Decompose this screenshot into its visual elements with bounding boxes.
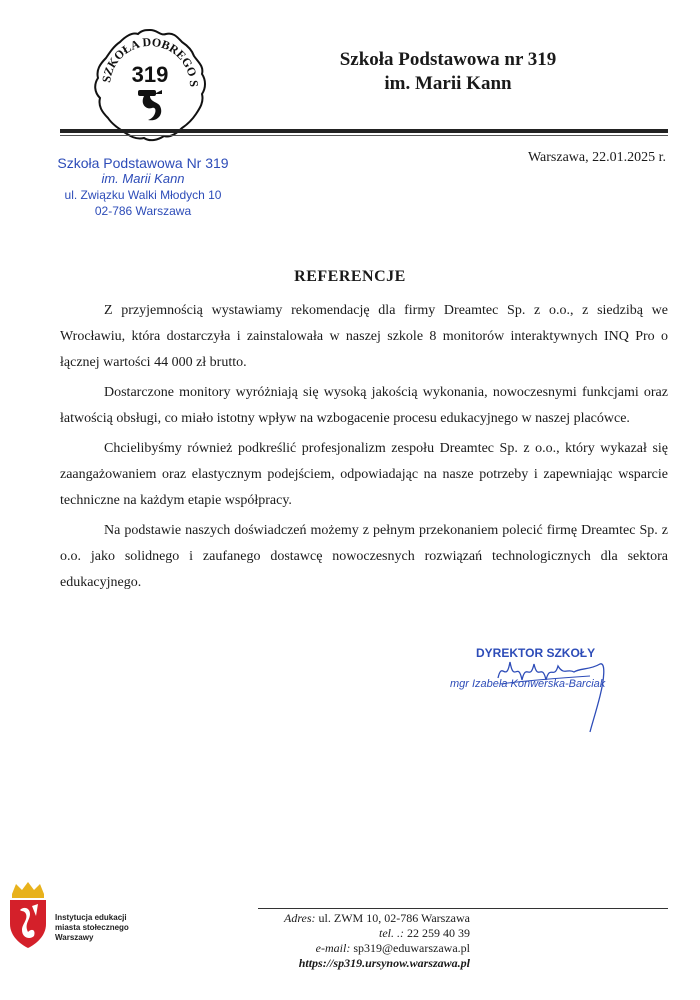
warsaw-crest [6, 880, 50, 950]
header-divider-thin [60, 135, 668, 136]
letter-body [60, 298, 668, 600]
handwritten-signature-icon [440, 640, 680, 740]
header-divider [60, 129, 668, 133]
letter-date: Warszawa, 22.01.2025 r. [527, 150, 666, 165]
phone-value: 22 259 40 39 [407, 926, 470, 940]
paragraph-1: Z przyjemnością wystawiamy rekomendację dla firmy Dreamtec Sp. z o.o., z siedzibą we Wrocławiu, która dostarczyła i zainstalowała w naszej szkole 8 monitorów interaktywnych INQ Pro o łącznej wartości 44 000 zł brutto. [60, 303, 668, 370]
school-name-title: Szkoła Podstawowa nr 319 [339, 49, 557, 70]
signature-title: DYREKTOR SZKOŁY [476, 646, 596, 660]
stamp-school-name: Szkoła Podstawowa Nr 319 [57, 155, 229, 171]
paragraph-3: Chcielibyśmy również podkreślić profesjonalizm zespołu Dreamtec Sp. z o.o., który wykazał się zaangażowaniem oraz elastycznym podejściem, odpowiadając na nasze potrzeby i zapewniając wsparcie techniczne na każdym etapie współpracy. [60, 441, 668, 508]
signature-name: mgr Izabela Konwerska-Barciak [450, 678, 606, 690]
address-value: ul. ZWM 10, 02-786 Warszawa [318, 911, 470, 925]
institution-label [55, 913, 165, 943]
footer-contact [250, 911, 470, 971]
school-stamp [28, 155, 258, 219]
institution-line-3: Warszawy [55, 933, 94, 942]
letter-subject: REFERENCJE [294, 268, 406, 285]
phone-label: tel. .: [379, 926, 404, 940]
footer-website: https://sp319.ursynow.warszawa.pl [298, 956, 470, 970]
email-value: sp319@eduwarszawa.pl [353, 941, 470, 955]
address-label: Adres: [284, 911, 316, 925]
stamp-city: 02-786 Warszawa [94, 204, 192, 218]
institution-line-1: Instytucja edukacji [55, 913, 127, 922]
stamp-patron: im. Marii Kann [101, 171, 185, 186]
footer-email [250, 941, 470, 956]
email-label: e-mail: [315, 941, 351, 955]
paragraph-2: Dostarczone monitory wyróżniają się wysoką jakością wykonania, nowoczesnymi funkcjami oraz łatwością obsługi, co miało istotny wpływ na wzbogacenie procesu edukacyjnego w naszej placówce. [60, 385, 668, 426]
warsaw-crest-icon [6, 880, 50, 950]
footer-phone [250, 926, 470, 941]
signature-block [440, 640, 680, 740]
paragraph-4: Na podstawie naszych doświadczeń możemy z pełnym przekonaniem polecić firmę Dreamtec Sp. z o.o. jako solidnego i zaufanego dostawcę nowoczesnych rozwiązań technologicznych dla sektora edukacyjnego. [60, 523, 668, 590]
institution-line-2: miasta stołecznego [55, 923, 129, 932]
footer-address [250, 911, 470, 926]
footer-divider [258, 908, 668, 909]
logo-arc-text: SZKOŁA DOBREGO S [99, 34, 202, 88]
stamp-street: ul. Związku Walki Młodych 10 [64, 188, 222, 202]
school-patron-title: im. Marii Kann [384, 73, 512, 94]
logo-number: 319 [131, 62, 169, 87]
